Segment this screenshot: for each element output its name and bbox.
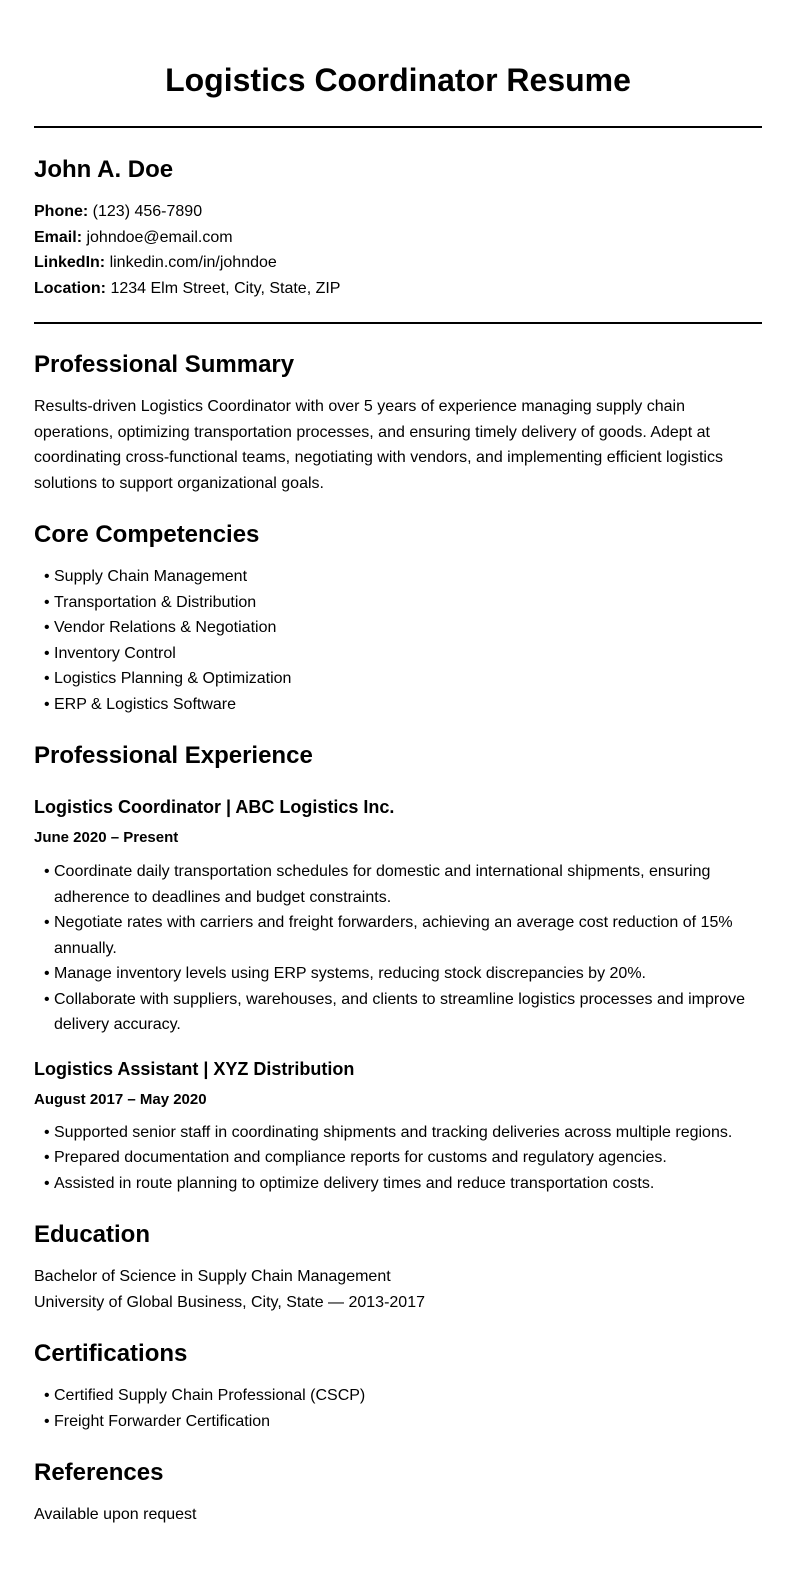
- list-item: • Assisted in route planning to optimize delivery times and reduce transportation costs.: [44, 1171, 762, 1197]
- linkedin-value: linkedin.com/in/johndoe: [109, 254, 277, 271]
- email-label: Email:: [34, 228, 83, 246]
- phone-value: (123) 456-7890: [92, 203, 203, 220]
- list-item: • ERP & Logistics Software: [44, 692, 762, 718]
- list-item: • Freight Forwarder Certification: [44, 1409, 762, 1435]
- job-title: Logistics Coordinator | ABC Logistics Inc.: [34, 797, 395, 817]
- list-item: • Coordinate daily transportation schedules for domestic and international shipments, ensuring adherence to deadlines and budget constraints.: [44, 859, 762, 910]
- candidate-name: John A. Doe: [34, 156, 174, 183]
- experience-heading: Professional Experience: [34, 742, 313, 769]
- location-label: Location:: [34, 279, 106, 297]
- list-item: • Supported senior staff in coordinating shipments and tracking deliveries across multiple regions.: [44, 1120, 762, 1146]
- competencies-heading: Core Competencies: [34, 521, 260, 548]
- phone-label: Phone:: [34, 203, 89, 220]
- education-heading: Education: [34, 1221, 151, 1248]
- list-item: • Vendor Relations & Negotiation: [44, 615, 762, 641]
- email-line: [34, 225, 762, 251]
- divider: [34, 126, 762, 128]
- email-value: johndoe@email.com: [86, 228, 233, 246]
- list-item: • Prepared documentation and compliance reports for customs and regulatory agencies.: [44, 1145, 762, 1171]
- education-degree: Bachelor of Science in Supply Chain Management: [34, 1268, 391, 1285]
- job-dates: June 2020 – Present: [34, 829, 179, 846]
- references-heading: References: [34, 1459, 164, 1486]
- contact-info: [34, 199, 762, 301]
- page-title: Logistics Coordinator Resume: [165, 62, 631, 98]
- competencies-list: [34, 564, 762, 717]
- divider: [34, 322, 762, 324]
- list-item: • Logistics Planning & Optimization: [44, 666, 762, 692]
- summary-heading: Professional Summary: [34, 351, 295, 378]
- job-dates: August 2017 – May 2020: [34, 1090, 207, 1108]
- location-value: 1234 Elm Street, City, State, ZIP: [110, 279, 341, 297]
- list-item: • Negotiate rates with carriers and freight forwarders, achieving an average cost reduction of 15% annually.: [44, 910, 762, 961]
- education-school: University of Global Business, City, State — 2013-2017: [34, 1293, 425, 1311]
- job-bullets: [34, 1120, 762, 1197]
- list-item: • Supply Chain Management: [44, 564, 762, 590]
- references-text: Available upon request: [34, 1506, 197, 1523]
- location-line: [34, 276, 762, 302]
- summary-text: Results-driven Logistics Coordinator with over 5 years of experience managing supply chain operations, optimizing transportation processes, and ensuring timely delivery of goods. Adept at coordinating cross-functional teams, negotiating with vendors, and implementing efficient logistics solutions to support organizational goals.: [34, 398, 723, 492]
- list-item: • Manage inventory levels using ERP systems, reducing stock discrepancies by 20%.: [44, 961, 762, 987]
- linkedin-label: LinkedIn:: [34, 254, 106, 271]
- list-item: • Collaborate with suppliers, warehouses, and clients to streamline logistics processes and improve delivery accuracy.: [44, 987, 762, 1038]
- phone-line: [34, 199, 762, 225]
- certifications-heading: Certifications: [34, 1340, 188, 1367]
- list-item: • Transportation & Distribution: [44, 590, 762, 616]
- list-item: • Certified Supply Chain Professional (CSCP): [44, 1383, 762, 1409]
- job-title: Logistics Assistant | XYZ Distribution: [34, 1058, 355, 1079]
- certifications-list: [34, 1383, 762, 1434]
- job-bullets: [34, 859, 762, 1038]
- linkedin-line: [34, 250, 762, 276]
- list-item: • Inventory Control: [44, 641, 762, 667]
